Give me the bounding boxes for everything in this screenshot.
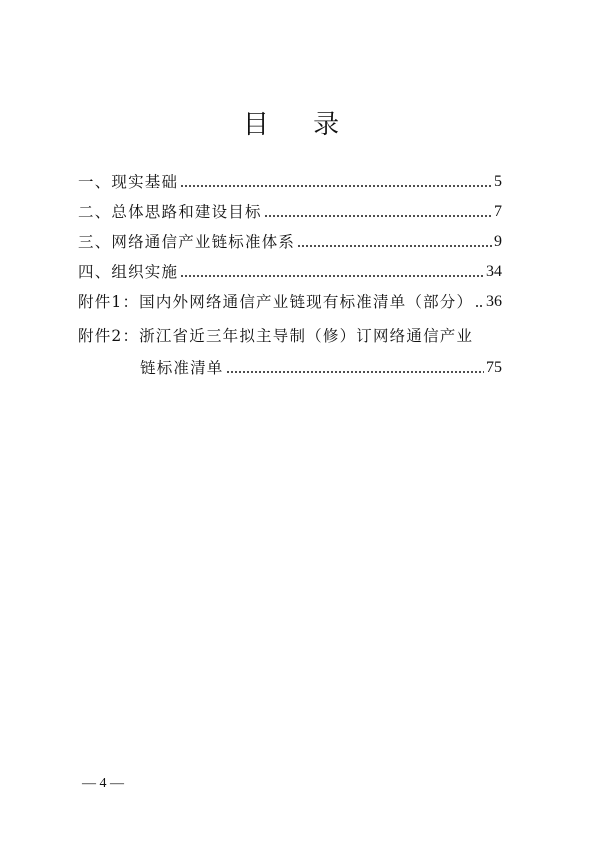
toc-entry-label: 二、总体思路和建设目标 — [78, 203, 262, 221]
toc-entry[interactable] — [78, 198, 502, 222]
toc-entry-label: 一、现实基础 — [78, 173, 179, 191]
toc-entry-label: 三、网络通信产业链标准体系 — [78, 233, 296, 251]
toc-dot-leader — [297, 243, 492, 248]
toc-dot-leader — [180, 183, 492, 188]
toc-entry[interactable] — [78, 322, 502, 346]
toc-entry-label: 链标准清单 — [140, 359, 224, 377]
toc-entry[interactable] — [78, 288, 502, 312]
toc-page-number: 7 — [494, 203, 502, 220]
toc-page-number: 5 — [494, 173, 502, 190]
toc-dot-leader — [226, 369, 484, 374]
toc-page-number: 36 — [486, 293, 502, 310]
toc-dot-leader — [264, 213, 492, 218]
toc-entry[interactable] — [78, 258, 502, 282]
toc-entry-label: 四、组织实施 — [78, 263, 179, 281]
toc-page-number: 9 — [494, 233, 502, 250]
toc-dot-leader — [475, 303, 484, 308]
toc-entry-label: 附件2：浙江省近三年拟主导制（修）订网络通信产业 — [78, 327, 474, 345]
toc-entry-continuation[interactable] — [140, 354, 502, 378]
toc-page-number: 75 — [486, 359, 502, 376]
toc-dot-leader — [180, 273, 484, 278]
toc-page-number: 34 — [486, 263, 502, 280]
toc-title: 目 录 — [242, 110, 358, 140]
toc-entry[interactable] — [78, 228, 502, 252]
page-number-footer: — 4 — — [82, 776, 124, 791]
toc-entry-label: 附件1：国内外网络通信产业链现有标准清单（部分） — [78, 293, 474, 311]
toc-entry[interactable] — [78, 168, 502, 192]
